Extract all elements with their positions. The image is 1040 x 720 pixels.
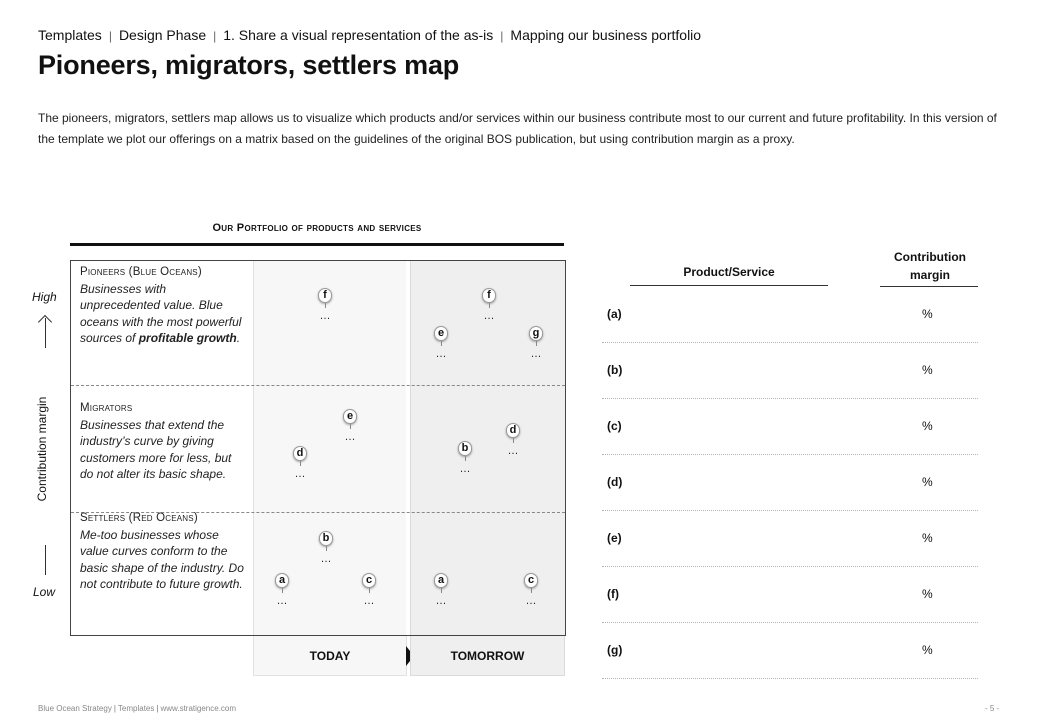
marker-today-c[interactable]: c … — [363, 574, 376, 607]
row-value[interactable]: % — [922, 307, 933, 321]
row-value[interactable]: % — [922, 587, 933, 601]
arrow-up-icon — [45, 318, 46, 348]
category-settlers — [80, 510, 245, 593]
marker-tomorrow-f[interactable]: f … — [483, 289, 496, 322]
row-label: (b) — [607, 363, 623, 377]
table-row — [602, 567, 978, 623]
portfolio-matrix — [70, 260, 566, 636]
row-value[interactable]: % — [922, 363, 933, 377]
page-title: Pioneers, migrators, settlers map — [38, 50, 460, 80]
portfolio-section-title: Our Portfolio of products and services — [212, 222, 422, 234]
category-migrators — [80, 400, 245, 483]
table-row — [602, 287, 978, 343]
category-name: Migrators — [80, 402, 133, 414]
marker-today-b[interactable]: b … — [320, 532, 333, 565]
table-row — [602, 511, 978, 567]
section-rule — [70, 243, 564, 246]
table-row — [602, 455, 978, 511]
category-description: Businesses with unprecedented value. Blue oceans with the most powerful sources of — [80, 281, 242, 345]
row-label: (f) — [607, 587, 619, 601]
marker-tomorrow-c[interactable]: c … — [525, 574, 538, 607]
breadcrumb-separator: | — [213, 29, 217, 43]
table-row — [602, 623, 978, 679]
category-description: Businesses that extend the industry’s curve by giving customers more for less, but do not alter its basic shape. — [80, 417, 232, 481]
axis-low-label: Low — [33, 585, 56, 599]
category-name: Pioneers (Blue Oceans) — [80, 266, 202, 278]
marker-tomorrow-g[interactable]: g … — [530, 327, 543, 360]
marker-tomorrow-a[interactable]: a … — [435, 574, 448, 607]
marker-tomorrow-d[interactable]: d … — [507, 424, 520, 457]
breadcrumb-separator: | — [500, 29, 504, 43]
axis-line-low — [45, 545, 46, 575]
marker-tomorrow-e[interactable]: e … — [435, 327, 448, 360]
header-rule — [630, 285, 828, 286]
category-name: Settlers (Red Oceans) — [80, 512, 198, 524]
breadcrumb-item-design-phase[interactable]: Design Phase — [118, 27, 207, 43]
footer: Blue Ocean Strategy | Templates | www.stratigence.com — [38, 704, 237, 713]
row-value[interactable]: % — [922, 419, 933, 433]
breadcrumb — [38, 27, 701, 43]
row-label: (g) — [607, 643, 623, 657]
row-label: (c) — [607, 419, 622, 433]
row-label: (e) — [607, 531, 622, 545]
axis-high-label: High — [32, 290, 57, 304]
table-header-product: Product/Service — [683, 265, 775, 279]
row-label: (a) — [607, 307, 622, 321]
row-value[interactable]: % — [922, 475, 933, 489]
intro-paragraph: The pioneers, migrators, settlers map allows us to visualize which products and/or services within our business contribute most to our current and future profitability. In this version of the template we plot our offerings on a matrix based on the guidelines of the original BOS publication, but using contribution margin as a proxy. — [38, 111, 997, 146]
table-header-margin: Contribution margin — [894, 250, 966, 282]
page-number: - 5 - — [985, 704, 1000, 713]
category-description: Me-too businesses whose value curves conform to the basic shape of the industry. Do not contribute to future growth. — [80, 527, 244, 591]
footer-link[interactable]: www.stratigence.com — [160, 704, 237, 713]
marker-today-e[interactable]: e … — [344, 410, 357, 443]
row-divider — [71, 385, 565, 386]
table-row — [602, 343, 978, 399]
breadcrumb-separator: | — [108, 29, 112, 43]
footer-item: Templates — [117, 704, 155, 713]
category-pioneers: Pioneers (Blue Oceans) Businesses with unprecedented value. Blue oceans with the most powerful sources of profitable growth. — [80, 264, 245, 347]
footer-item: Blue Ocean Strategy — [38, 704, 112, 713]
row-label: (d) — [607, 475, 623, 489]
marker-tomorrow-b[interactable]: b … — [459, 442, 472, 475]
column-label-today: TODAY — [253, 636, 407, 676]
breadcrumb-item-share-visual[interactable]: 1. Share a visual representation of the as-is — [223, 27, 494, 43]
column-label-tomorrow: TOMORROW — [410, 636, 565, 676]
row-value[interactable]: % — [922, 643, 933, 657]
table-row — [602, 399, 978, 455]
marker-today-a[interactable]: a … — [276, 574, 289, 607]
marker-today-f[interactable]: f … — [319, 289, 332, 322]
row-value[interactable]: % — [922, 531, 933, 545]
breadcrumb-item-mapping-portfolio[interactable]: Mapping our business portfolio — [510, 27, 702, 43]
axis-label-contribution-margin: Contribution margin — [35, 396, 49, 502]
marker-today-d[interactable]: d … — [294, 447, 307, 480]
breadcrumb-item-templates[interactable]: Templates — [38, 27, 102, 43]
category-emphasis: profitable growth — [138, 331, 237, 345]
